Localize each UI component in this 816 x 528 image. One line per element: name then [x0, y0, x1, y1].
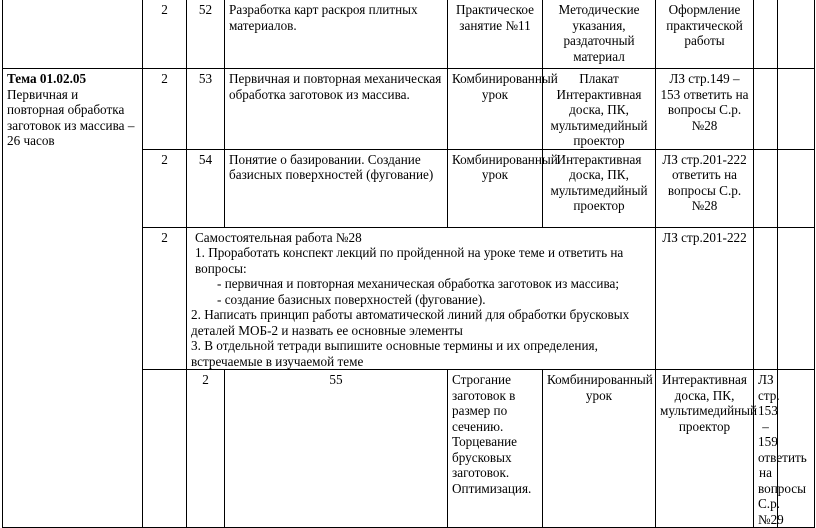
self-work-item: 3. В отдельной тетради выпишите основные термины и их определения, встречаемые в изучаемой теме: [191, 338, 598, 369]
hours-cell: 2: [143, 149, 187, 227]
topic-title: Тема 01.02.05: [7, 71, 87, 86]
empty-cell: [778, 0, 815, 69]
lesson-type-cell: Комбинированный урок: [448, 149, 543, 227]
homework-cell: ЛЗ стр. 153 – 159 ответить на вопросы С.р. №29: [754, 370, 778, 528]
lesson-title-cell: Первичная и повторная механическая обработка заготовок из массива.: [225, 69, 448, 150]
topic-text: Первичная и повторная обработка заготовок из массива – 26 часов: [7, 86, 135, 148]
empty-cell: [778, 227, 815, 370]
equipment-cell: Плакат Интерактивная доска, ПК, мультимедийный проектор: [543, 69, 656, 150]
homework-cell: ЛЗ стр.201-222: [656, 227, 754, 370]
lesson-number-cell: 55: [225, 370, 448, 528]
homework-cell: ЛЗ стр.149 – 153 ответить на вопросы С.р. №28: [656, 69, 754, 150]
lesson-type-cell: Практическое занятие №11: [448, 0, 543, 69]
empty-cell: [754, 69, 778, 150]
homework-cell: Оформление практической работы: [656, 0, 754, 69]
empty-cell: [778, 370, 815, 528]
empty-cell: [778, 149, 815, 227]
self-work-item: 1. Проработать конспект лекций по пройденной на уроке теме и ответить на вопросы:: [195, 245, 624, 276]
lesson-title-cell: Разработка карт раскроя плитных материалов.: [225, 0, 448, 69]
lesson-title-cell: Строгание заготовок в размер по сечению. Торцевание брусковых заготовок. Оптимизация.: [448, 370, 543, 528]
lesson-title-cell: Понятие о базировании. Создание базисных поверхностей (фугование): [225, 149, 448, 227]
equipment-cell: Интерактивная доска, ПК, мультимедийный проектор: [543, 149, 656, 227]
self-work-subitem: - первичная и повторная механическая обработка заготовок из массива;: [217, 276, 620, 291]
table-row: [3, 0, 815, 69]
empty-cell: [754, 0, 778, 69]
self-work-cell: [187, 227, 656, 370]
self-work-item: 2. Написать принцип работы автоматической линий для обработки брусковых деталей МОБ-2 и назвать ее основные элементы: [191, 307, 630, 338]
topic-cell-empty: [3, 0, 143, 69]
equipment-cell: Интерактивная доска, ПК, мультимедийный проектор: [656, 370, 754, 528]
lesson-number-cell: 52: [187, 0, 225, 69]
hours-cell: 2: [143, 69, 187, 150]
topic-cell-empty: [143, 370, 187, 528]
equipment-cell: Методические указания, раздаточный материал: [543, 0, 656, 69]
self-work-subitem: - создание базисных поверхностей (фугование).: [217, 291, 486, 307]
empty-cell: [754, 227, 778, 370]
curriculum-table: [2, 0, 815, 528]
table-row: [3, 69, 815, 150]
lesson-number-cell: 54: [187, 149, 225, 227]
hours-cell: 2: [143, 0, 187, 69]
empty-cell: [754, 149, 778, 227]
hours-cell: 2: [187, 370, 225, 528]
lesson-type-cell: Комбинированный урок: [448, 69, 543, 150]
homework-cell: ЛЗ стр.201-222 ответить на вопросы С.р. №28: [656, 149, 754, 227]
hours-cell: 2: [143, 227, 187, 370]
topic-cell: [3, 69, 143, 528]
self-work-title: Самостоятельная работа №28: [195, 229, 362, 245]
empty-cell: [778, 69, 815, 150]
lesson-number-cell: 53: [187, 69, 225, 150]
lesson-type-cell: Комбинированный урок: [543, 370, 656, 528]
